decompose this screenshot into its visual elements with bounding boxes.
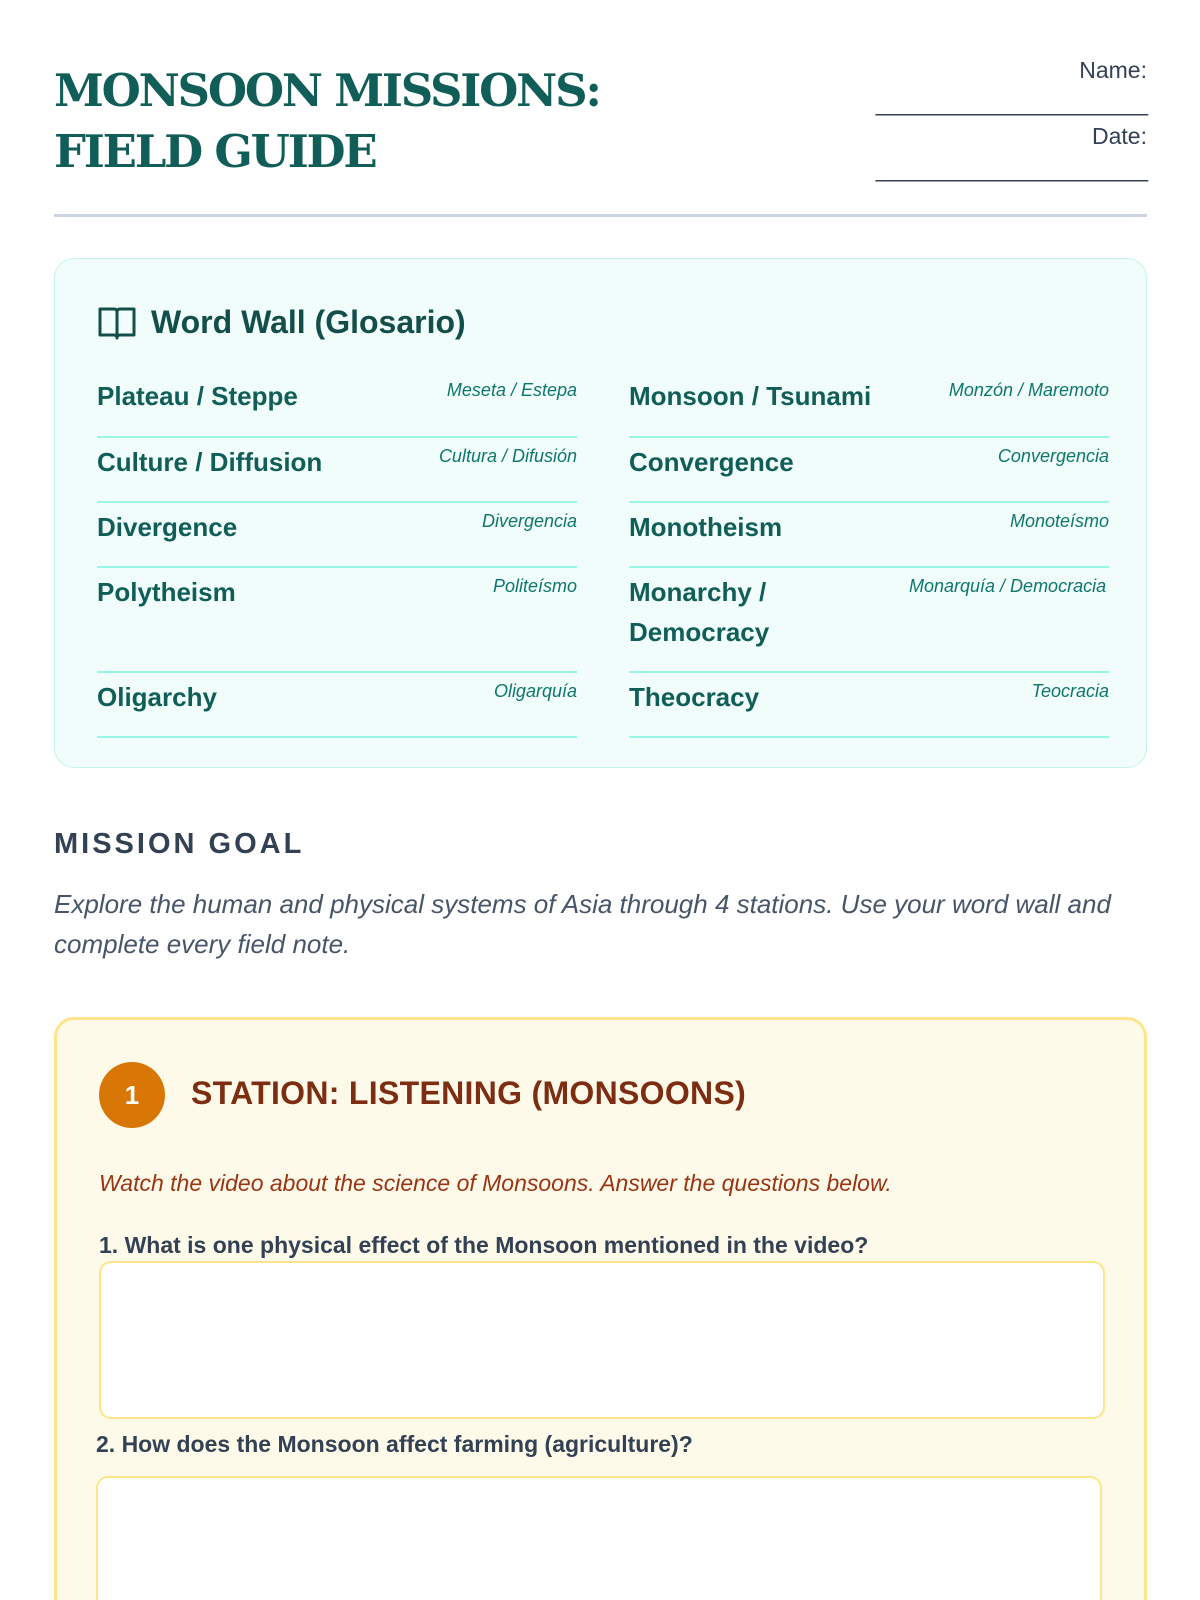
question-2: 2. How does the Monsoon affect farming (agriculture)?: [96, 1431, 693, 1457]
term-english: Oligarchy: [97, 682, 217, 712]
station-number-badge: 1: [99, 1062, 165, 1128]
name-label: Name:: [1079, 57, 1147, 83]
glossary-term: [629, 372, 1109, 438]
term-spanish: Monzón / Maremoto: [948, 380, 1109, 400]
word-wall-header: [97, 303, 466, 341]
book-icon: [97, 303, 137, 341]
glossary-term: [97, 372, 577, 438]
term-spanish: Cultura / Difusión: [438, 446, 577, 466]
term-spanish: Convergencia: [997, 446, 1109, 466]
word-wall-title: Word Wall (Glosario): [151, 303, 466, 340]
station-title: STATION: LISTENING (MONSOONS): [191, 1075, 747, 1111]
question-1: 1. What is one physical effect of the Monsoon mentioned in the video?: [99, 1232, 869, 1258]
page-header: [54, 0, 1147, 217]
glossary-term: [629, 438, 1109, 503]
date-label: Date:: [1092, 123, 1147, 149]
page-title: MONSOON MISSIONS: FIELD GUIDE: [54, 64, 600, 178]
term-spanish: Teocracia: [1031, 681, 1109, 701]
worksheet-page: [54, 0, 1147, 1258]
word-wall: [54, 258, 1147, 768]
mission-goal-text: Explore the human and physical systems of Asia through 4 stations. Use your word wall and complete every field note.: [54, 889, 1111, 959]
term-spanish: Monarquía / Democracia: [909, 576, 1107, 596]
glossary-term: [97, 568, 577, 673]
glossary-term: [97, 503, 577, 568]
answer-box-1[interactable]: [99, 1261, 1105, 1419]
glossary-term: [629, 503, 1109, 568]
term-spanish: Oligarquía: [493, 681, 577, 701]
glossary-term: [97, 438, 577, 503]
date-field[interactable]: _______________________: [875, 156, 1147, 182]
term-english: Monsoon / Tsunami: [629, 381, 872, 411]
glossary-term: [629, 568, 1109, 673]
term-spanish: Divergencia: [481, 511, 577, 531]
term-spanish: Politeísmo: [492, 576, 577, 596]
term-english: Plateau / Steppe: [97, 381, 298, 411]
answer-box-2[interactable]: [96, 1476, 1102, 1600]
term-english: Culture / Diffusion: [97, 447, 323, 477]
term-spanish: Meseta / Estepa: [446, 380, 577, 400]
name-field[interactable]: _______________________: [875, 90, 1147, 116]
mission-goal-heading: MISSION GOAL: [54, 828, 305, 860]
term-english: Monotheism: [629, 512, 783, 542]
term-english: Convergence: [629, 447, 794, 477]
term-english: Monarchy / Democracy: [629, 577, 770, 647]
term-spanish: Monoteísmo: [1009, 511, 1109, 531]
student-info: [797, 54, 1147, 186]
glossary-list: [97, 372, 1107, 738]
glossary-term: [97, 673, 577, 738]
term-english: Divergence: [97, 512, 238, 542]
term-english: Polytheism: [97, 577, 236, 607]
term-english: Theocracy: [629, 682, 760, 712]
station-instructions: Watch the video about the science of Monsoons. Answer the questions below.: [99, 1170, 892, 1196]
glossary-term: [629, 673, 1109, 738]
